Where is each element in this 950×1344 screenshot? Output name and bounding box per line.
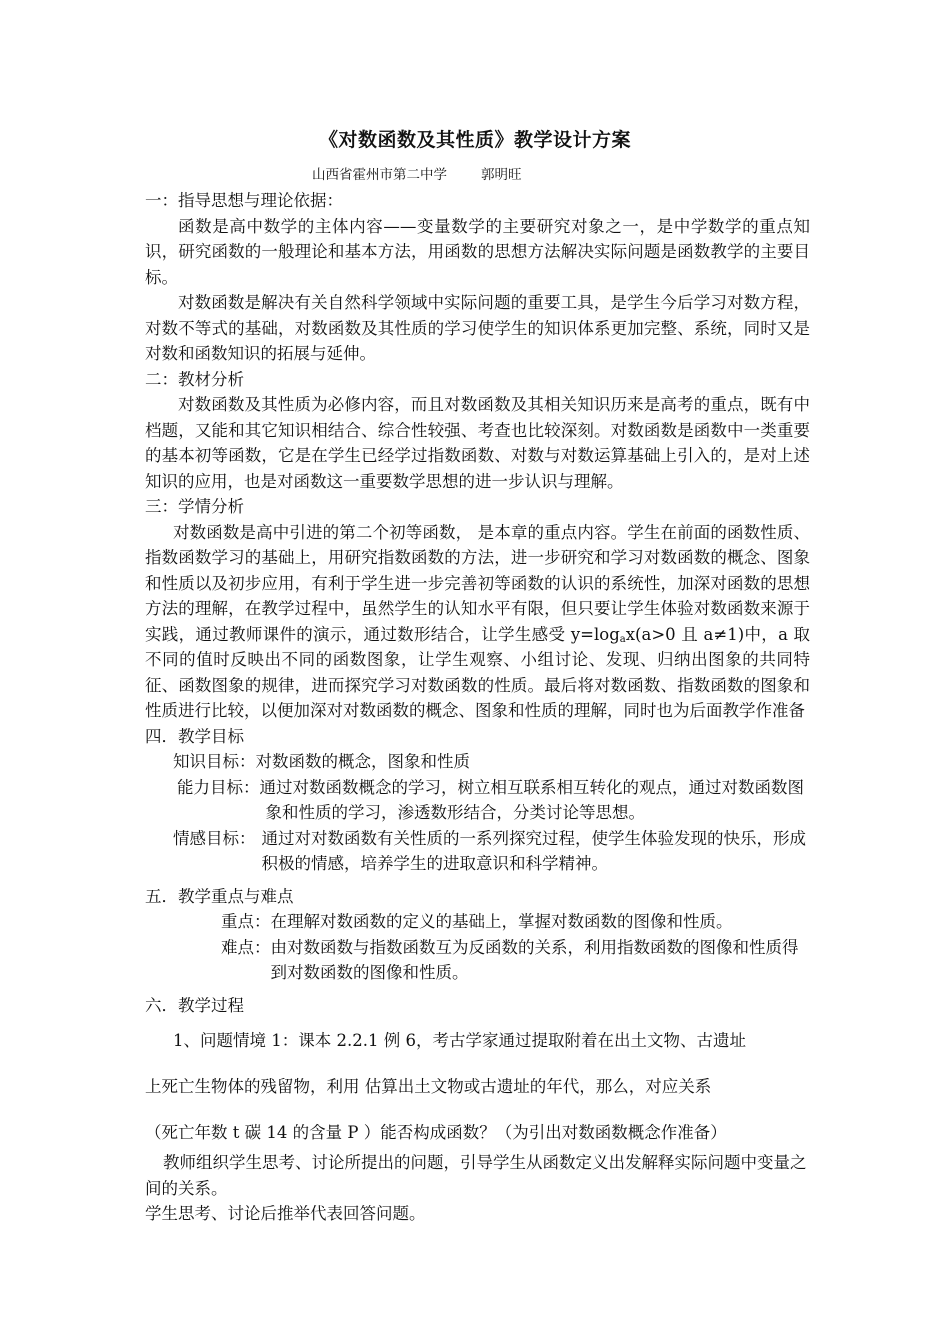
paragraph: 对数函数及其性质为必修内容，而且对数函数及其相关知识历来是高考的重点，既有中档题，又能和其它知识相结合、综合性较强、考查也比较深刻。对数函数是函数中一类重要的基本初等函数，它是在学生已经学过指数函数、对数与对数运算基础上引入的，是对上述知识的应用，也是对函数这一重要数学思想的进一步认识与理解。 <box>145 395 810 491</box>
goal-ability <box>145 775 810 826</box>
section-heading-3: 三：学情分析 <box>145 497 244 516</box>
document-body <box>145 188 810 1227</box>
process-line-3: （死亡年数 t 碳 14 的含量 P ）能否构成函数？（为引出对数函数概念作准备） <box>145 1123 727 1142</box>
key-text: 由对数函数与指数函数互为反函数的关系，利用指数函数的图像和性质得到对数函数的图像和性质。 <box>270 937 799 982</box>
paragraph: 教师组织学生思考、讨论所提出的问题，引导学生从函数定义出发解释实际问题中变量之间的关系。 <box>145 1153 807 1198</box>
section-heading-6: 六．教学过程 <box>145 995 244 1015</box>
log-base-subscript: a <box>619 633 626 645</box>
section-heading-2: 二：教材分析 <box>145 369 244 389</box>
difficult-point <box>145 935 810 986</box>
goal-text: 通过对对数函数有关性质的一系列探究过程，使学生体验发现的快乐，形成积极的情感，培养学生的进取意识和科学精神。 <box>261 828 806 873</box>
section-heading-4: 四．教学目标 <box>145 726 244 746</box>
paragraph: 学生思考、讨论后推举代表回答问题。 <box>145 1204 426 1223</box>
section-heading-1: 一：指导思想与理论依据： <box>145 191 343 210</box>
document-title: 《对数函数及其性质》教学设计方案 <box>318 129 631 151</box>
process-line-2: 上死亡生物体的残留物，利用 估算出土文物或古遗址的年代，那么，对应关系 <box>145 1077 712 1096</box>
goal-label: 情感目标： <box>173 828 256 848</box>
author-line <box>312 163 522 183</box>
paragraph: 对数函数是解决有关自然科学领域中实际问题的重要工具，是学生今后学习对数方程，对数不等式的基础，对数函数及其性质的学习使学生的知识体系更加完整、系统，同时又是对数和函数知识的拓展与延伸。 <box>145 293 810 363</box>
author-name: 郭明旺 <box>481 167 522 183</box>
paragraph: 函数是高中数学的主体内容——变量数学的主要研究对象之一，是中学数学的重点知识，研究函数的一般理论和基本方法，用函数的思想方法解决实际问题是函数教学的主要目标。 <box>145 216 810 287</box>
goal-text: 通过对数函数概念的学习，树立相互联系相互转化的观点，通过对数函数图象和性质的学习，渗透数形结合，分类讨论等思想。 <box>259 777 804 822</box>
key-point <box>145 909 810 935</box>
school-name: 山西省霍州市第二中学 <box>312 167 447 183</box>
formula-text-before: 对数函数是高中引进的第二个初等函数， 是本章的重点内容。学生在前面的函数性质、指数函数学习的基础上，用研究指数函数的方法，进一步研究和学习对数函数的概念、图象和性质以及初步应用，有利于学生进一步完善初等函数的认识的系统性，加深对函数的思想方法的理解，在教学过程中，虽然学生的认知水平有限，但只要让学生体验对数函数来源于实践，通过教师课件的演示，通过数形结合，让学生感受 y=log <box>145 522 810 644</box>
goal-emotion <box>145 826 810 877</box>
goal-knowledge <box>145 749 810 775</box>
goal-label: 能力目标： <box>177 777 260 797</box>
formula-text-after: x(a>0 且 a≠1)中，a 取不同的值时反映出不同的函数图象，让学生观察、小组讨论、发现、归纳出图象的共同特征、函数图象的规律，进而探究学习对数函数的性质。最后将对数函数、指数函数的图象和性质进行比较，以便加深对对数函数的概念、图象和性质的理解，同时也为后面教学作准备 <box>145 624 810 720</box>
paragraph-with-formula <box>145 520 810 724</box>
key-label: 重点： <box>221 912 271 931</box>
goal-text: 对数函数的概念，图象和性质 <box>255 752 470 771</box>
key-text: 在理解对数函数的定义的基础上，掌握对数函数的图像和性质。 <box>270 912 733 931</box>
section-heading-5: 五．教学重点与难点 <box>145 886 294 906</box>
process-line-1: 1、问题情境 1：课本 2.2.1 例 6，考古学家通过提取附着在出土文物、古遗址 <box>173 1031 746 1050</box>
key-label: 难点： <box>221 937 271 957</box>
goal-label: 知识目标： <box>173 752 256 771</box>
